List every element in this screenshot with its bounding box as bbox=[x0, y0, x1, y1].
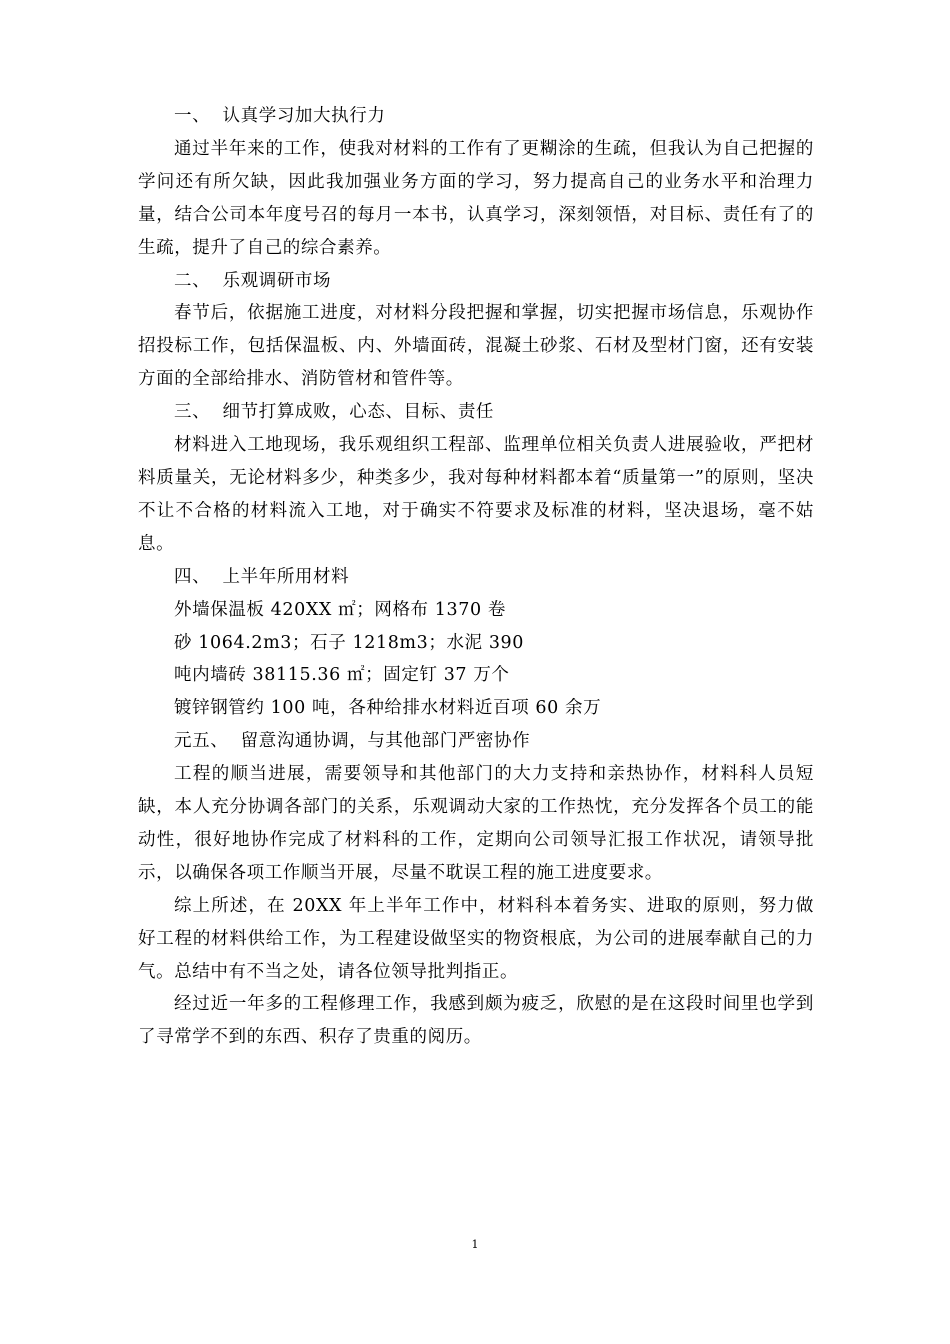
materials-line-2: 砂 1064.2m3；石子 1218m3；水泥 390 bbox=[174, 632, 525, 653]
materials-line-4: 镀锌钢管约 100 吨，各种给排水材料近百项 60 余万 bbox=[174, 698, 602, 719]
heading-1: 一、 认真学习加大执行力 bbox=[174, 106, 386, 126]
heading-2: 二、 乐观调研市场 bbox=[174, 270, 332, 291]
materials-line-1: 外墙保温板 420XX ㎡；网格布 1370 卷 bbox=[174, 599, 507, 620]
closing-paragraph: 经过近一年多的工程修理工作，我感到颇为疲乏，欣慰的是在这段时间里也学到了寻常学不到的东西、积存了贵重的阅历。 bbox=[138, 994, 814, 1048]
heading-4: 四、 上半年所用材料 bbox=[174, 566, 350, 587]
page-number: 1 bbox=[471, 1238, 479, 1251]
heading-5: 元五、 留意沟通协调，与其他部门严密协作 bbox=[174, 731, 531, 752]
paragraph-3: 材料进入工地现场，我乐观组织工程部、监理单位相关负责人进展验收，严把材料质量关，无论材料多少，种类多少，我对每种材料都本着“质量第一”的原则，坚决不让不合格的材料流入工地，对于确实不符要求及标准的材料，坚决退场，毫不姑息。 bbox=[138, 435, 814, 554]
paragraph-1: 通过半年来的工作，使我对材料的工作有了更糊涂的生疏，但我认为自己把握的学问还有所欠缺，因此我加强业务方面的学习，努力提高自己的业务水平和治理力量，结合公司本年度号召的每月一本书，认真学习，深刻领悟，对目标、责任有了的生疏，提升了自己的综合素养。 bbox=[138, 138, 814, 258]
paragraph-5: 工程的顺当进展，需要领导和其他部门的大力支持和亲热协作，材料科人员短缺，本人充分协调各部门的关系，乐观调动大家的工作热忱，充分发挥各个员工的能动性，很好地协作完成了材料科的工作，定期向公司领导汇报工作状况，请领导批示，以确保各项工作顺当开展，尽量不耽误工程的施工进度要求。 bbox=[138, 764, 814, 883]
heading-3: 三、 细节打算成败，心态、目标、责任 bbox=[174, 402, 495, 423]
document-body bbox=[138, 100, 814, 1054]
summary-paragraph: 综上所述，在 20XX 年上半年工作中，材料科本着务实、进取的原则，努力做好工程的材料供给工作，为工程建设做坚实的物资根底，为公司的进展奉献自己的力气。总结中有不当之处，请各位领导批判指正。 bbox=[138, 895, 814, 982]
paragraph-2: 春节后，依据施工进度，对材料分段把握和掌握，切实把握市场信息，乐观协作招投标工作，包括保温板、内、外墙面砖，混凝土砂浆、石材及型材门窗，还有安装方面的全部给排水、消防管材和管件等。 bbox=[138, 303, 814, 390]
materials-line-3: 吨内墙砖 38115.36 ㎡；固定钉 37 万个 bbox=[174, 665, 510, 686]
